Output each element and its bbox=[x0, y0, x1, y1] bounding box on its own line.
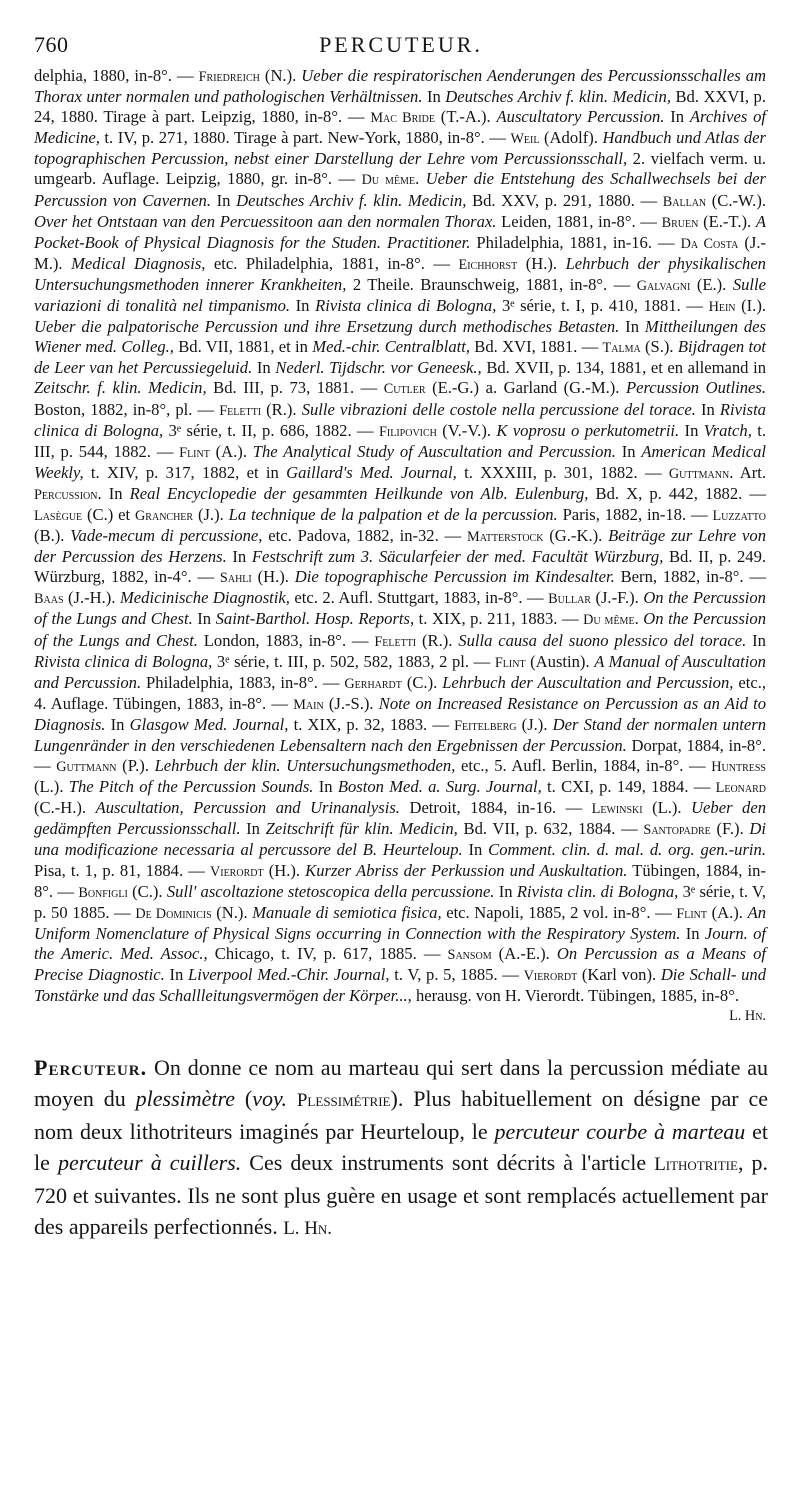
text-run: (S.). bbox=[640, 337, 678, 357]
text-run: Bd. XXV, p. 291, 1880. — bbox=[466, 190, 663, 210]
italic-title: voy. bbox=[252, 1086, 288, 1112]
text-run: (N.). bbox=[259, 66, 302, 85]
italic-title: Rivista clin. di Bologna, bbox=[516, 881, 679, 901]
author-name: Flint bbox=[676, 905, 708, 922]
bibliography-signoff-line bbox=[34, 1006, 766, 1026]
author-name: Feitelberg bbox=[454, 717, 517, 734]
text-run: etc., 4. Auflage. Tübingen, 1883, in-8°. — bbox=[34, 672, 766, 713]
text-run: . bbox=[415, 169, 426, 189]
text-run: etc., 5. Aufl. Berlin, 1884, in-8°. — bbox=[455, 756, 712, 776]
italic-title: Auscultation, Percussion and Urinanalysis. bbox=[95, 798, 400, 818]
author-name: Friedreich bbox=[198, 69, 260, 85]
text-run: Bd. X, p. 442, 1882. — bbox=[588, 483, 766, 503]
text-run: Bd. XXVI, p. 24, 1880. Tirage à part. Leipzig, 1880, in-8°. — bbox=[34, 87, 767, 127]
text-run: (E.-T.). bbox=[698, 211, 756, 231]
author-name: Lithotritie bbox=[654, 1154, 738, 1176]
italic-title: Der Stand der normalen untern Lungenränder in den verschiedenen Lebensaltern nach den Ergebnissen der Percussion. bbox=[34, 714, 766, 755]
text-run: delphia, 1880, in-8°. — bbox=[34, 66, 199, 85]
text-run: Detroit, 1884, in-16. — bbox=[399, 798, 592, 818]
italic-title: Percussion Outlines. bbox=[625, 378, 766, 398]
italic-title: Boston Med. a. Surg. Journal, bbox=[337, 777, 542, 797]
text-run: In bbox=[695, 399, 720, 419]
author-name: Gerhardt bbox=[344, 675, 402, 692]
text-run: In bbox=[240, 819, 266, 839]
author-name: Cutler bbox=[383, 381, 426, 398]
italic-title: Di una modificazione necessaria al percussore del B. Heurteloup. bbox=[34, 819, 766, 860]
author-name: Leonard bbox=[715, 780, 767, 797]
text-run: In bbox=[664, 107, 690, 127]
text-run: (C.-W.). bbox=[706, 190, 766, 210]
text-run: Chicago, t. IV, p. 617, 1885. — bbox=[207, 943, 448, 963]
text-run: In bbox=[164, 965, 188, 985]
italic-title: Journ. of the Americ. Med. Assoc., bbox=[34, 923, 767, 963]
italic-title: Nederl. Tijdschr. vor Geneesk., bbox=[275, 358, 482, 378]
text-run: (J.-H.). bbox=[63, 588, 120, 608]
text-run: 3ᵉ série, t. I, p. 410, 1881. — bbox=[496, 296, 709, 316]
author-name: Percussion bbox=[34, 486, 98, 503]
text-run: t. CXI, p. 149, 1884. — bbox=[541, 777, 716, 797]
text-run: (E.-G.) a. Garland (G.-M.). bbox=[425, 378, 626, 398]
author-name: Hein bbox=[708, 299, 736, 316]
text-run: Bd. XVI, 1881. — bbox=[470, 337, 603, 357]
text-run: London, 1883, in-8°. — bbox=[197, 630, 375, 650]
text-run: Leiden, 1881, in-8°. — bbox=[496, 211, 662, 231]
text-run: et le bbox=[34, 1119, 768, 1176]
text-run: (V.-V.). bbox=[436, 420, 497, 440]
italic-title: Handbuch und Atlas der topographischen Percussion, nebst einer Darstellung der Lehre vom Percussionsschall, bbox=[34, 128, 766, 169]
italic-title: Lehrbuch der physikalischen Untersuchungsmethoden innerer Krankheiten, bbox=[34, 253, 766, 294]
italic-title: American Medical Weekly, bbox=[34, 441, 766, 482]
text-run: (L.). bbox=[642, 798, 692, 818]
italic-title: Die Schall- und Tonstärke und das Schallleitungsvermögen der Körper... bbox=[34, 965, 767, 1006]
running-head: PERCUTEUR. bbox=[319, 32, 483, 57]
author-name: Grancher bbox=[135, 507, 194, 524]
text-run: . bbox=[634, 609, 644, 629]
text-run: (H.). bbox=[517, 253, 566, 273]
text-run: (J.-S.). bbox=[323, 693, 379, 713]
headword: Percuteur. bbox=[34, 1055, 148, 1081]
author-name: Luzzatto bbox=[712, 507, 766, 524]
text-run: Bern, 1882, in-8°. — bbox=[614, 567, 766, 587]
author-name: Flint bbox=[179, 444, 210, 461]
text-run bbox=[287, 1086, 297, 1111]
text-run: (B.). bbox=[34, 526, 71, 546]
text-run: In bbox=[679, 420, 704, 440]
italic-title: An Uniform Nomenclature of Physical Signs occurring in Connection with the Respiratory System. bbox=[34, 902, 766, 943]
author-name: Vierordt bbox=[523, 968, 578, 985]
text-run: (P.). bbox=[116, 756, 155, 776]
italic-title: Glasgow Med. Journal, bbox=[129, 714, 289, 734]
text-run: (A.). bbox=[707, 902, 748, 922]
text-run: Bd. VII, p. 632, 1884. — bbox=[457, 819, 644, 839]
text-run: ( bbox=[235, 1086, 253, 1112]
text-run: , herausg. von H. Vierordt. Tübingen, 1885, in-8°. bbox=[407, 986, 739, 1006]
page-number: 760 bbox=[34, 32, 69, 57]
italic-title: Rivista clinica di Bologna, bbox=[34, 651, 213, 671]
author-name: Filipovich bbox=[378, 423, 437, 440]
italic-title: Saint-Barthol. Hosp. Reports, bbox=[215, 609, 415, 629]
italic-title: On the Percussion of the Lungs and Chest. bbox=[34, 609, 766, 650]
author-name: Lasègue bbox=[34, 507, 83, 524]
text-run: t. IV, p. 271, 1880. Tirage à part. New-York, 1880, in-8°. — bbox=[99, 128, 511, 148]
author-name: Lewinski bbox=[591, 801, 643, 818]
author-name: Matterstock bbox=[467, 529, 544, 546]
author-name: Eichhorst bbox=[458, 256, 518, 273]
author-name: Santopadre bbox=[643, 822, 711, 839]
author-name: Guttmann bbox=[668, 465, 730, 482]
text-run: In bbox=[422, 87, 446, 107]
text-run: In bbox=[226, 547, 252, 567]
author-name: Galvagni bbox=[636, 277, 691, 294]
text-run: Pisa, t. 1, p. 81, 1884. — bbox=[34, 860, 210, 880]
italic-title: Over het Ontstaan van den Percuessitoon aan den normalen Thorax. bbox=[34, 211, 497, 231]
author-name: Baas bbox=[34, 591, 64, 608]
author-name: Du même bbox=[361, 172, 416, 189]
italic-title: A Pocket-Book of Physical Diagnosis for the Studen. Practitioner. bbox=[34, 211, 766, 252]
italic-title: Deutsches Archiv f. klin. Medicin, bbox=[445, 87, 671, 107]
italic-title: K voprosu o perkutometrii. bbox=[496, 420, 680, 440]
italic-title: Vade-mecum di percussione, bbox=[70, 526, 263, 546]
italic-title: Medical Diagnosis, bbox=[71, 253, 206, 273]
author-name: Da Costa bbox=[680, 235, 739, 252]
text-run: (J.). bbox=[516, 714, 553, 734]
author-name: Flint bbox=[494, 654, 526, 671]
text-run: 3ᵉ série, t. II, p. 686, 1882. — bbox=[163, 420, 379, 440]
italic-title: Rivista clinica di Bologna, bbox=[34, 399, 766, 440]
italic-title: Rivista clinica di Bologna, bbox=[315, 296, 497, 316]
text-run: (J.-M.). bbox=[34, 232, 766, 273]
italic-title: Vratch, bbox=[703, 420, 752, 440]
italic-title: Ueber den gedämpften Percussionsschall. bbox=[34, 798, 766, 839]
italic-title: Ueber die palpatorische Percussion und ihre Ersetzung durch methodisches Betasten. bbox=[34, 317, 620, 337]
text-run: . In bbox=[97, 483, 130, 503]
text-run: (T.-A.). bbox=[434, 107, 497, 127]
text-run: Bd. XVII, p. 134, 1881, et en allemand in bbox=[481, 358, 766, 378]
text-run: In bbox=[290, 296, 316, 316]
author-name: Main bbox=[293, 696, 324, 713]
text-run: t. XXXIII, p. 301, 1882. — bbox=[456, 462, 669, 482]
text-run: t. XIV, p. 317, 1882, et in bbox=[83, 462, 287, 482]
text-run: (J.). bbox=[193, 504, 229, 524]
text-run: (Austin). bbox=[525, 651, 595, 671]
text-run: In bbox=[462, 840, 489, 860]
text-run: t. XIX, p. 211, 1883. — bbox=[414, 609, 584, 629]
italic-title: Lehrbuch der klin. Untersuchungsmethoden, bbox=[154, 756, 456, 776]
text-run: Bd. II, p. 249. Würzburg, 1882, in-4°. — bbox=[34, 547, 767, 587]
text-run: 2. vielfach verm. u. umgearb. Auflage. Leipzig, 1880, gr. in-8°. — bbox=[34, 149, 766, 189]
italic-title: Manuale di semiotica fisica, bbox=[252, 902, 442, 922]
author-name: Bruen bbox=[661, 214, 699, 231]
italic-title: Zeitschr. f. klin. Medicin, bbox=[34, 378, 207, 398]
author-name: De Dominicis bbox=[135, 905, 212, 922]
italic-title: A Manual of Auscultation and Percussion. bbox=[34, 651, 766, 692]
italic-title: La technique de la palpation et de la percussion. bbox=[228, 504, 558, 524]
italic-title: The Analytical Study of Auscultation and Percussion. bbox=[252, 441, 616, 461]
italic-title: Medicinische Diagnostik, bbox=[119, 588, 290, 608]
bibliography-paragraph bbox=[30, 66, 772, 1026]
italic-title: plessimètre bbox=[135, 1086, 236, 1112]
text-run: (A.-E.). bbox=[491, 943, 557, 963]
text-run: , p. 720 et suivantes. Ils ne sont plus guère en usage et sont remplacés actuellement par des appareils perfectionnés. bbox=[34, 1150, 769, 1240]
italic-title: percuteur courbe à marteau bbox=[494, 1119, 746, 1145]
text-run: Boston, 1882, in-8°, pl. — bbox=[34, 399, 220, 419]
text-run: (F.). bbox=[710, 819, 750, 839]
italic-title: Auscultatory Percussion. bbox=[496, 107, 665, 127]
text-run: (L.). bbox=[34, 777, 69, 797]
author-name: Ballan bbox=[662, 193, 707, 210]
text-run: Bd. VII, 1881, et in bbox=[173, 337, 313, 357]
text-run: Bd. III, p. 73, 1881. — bbox=[206, 378, 384, 398]
author-name: Plessimétrie bbox=[296, 1090, 391, 1112]
text-run: etc. Philadelphia, 1881, in-8°. — bbox=[205, 253, 459, 273]
text-run: In bbox=[105, 714, 130, 734]
text-run: (J.-F.). bbox=[590, 588, 644, 608]
text-run: In bbox=[494, 881, 517, 901]
text-run: In bbox=[619, 317, 645, 337]
text-run: ). Plus habituellement on désigne par ce nom deux lithotriteurs imaginés par Heurteloup, le bbox=[34, 1086, 769, 1145]
text-run: In bbox=[192, 609, 216, 629]
text-run: Philadelphia, 1883, in-8°. — bbox=[141, 672, 345, 692]
text-run: 3ᵉ série, t. III, p. 502, 582, 1883, 2 pl. — bbox=[212, 651, 495, 671]
text-run: 2 Theile. Braunschweig, 1881, in-8°. — bbox=[346, 274, 637, 294]
italic-title: Mittheilungen des Wiener med. Colleg., bbox=[34, 317, 767, 357]
author-name: Talma bbox=[602, 340, 641, 357]
italic-title: Sulla causa del suono plessico del torace. bbox=[458, 630, 747, 650]
author-name: Mac Bride bbox=[370, 110, 435, 127]
text-run: In bbox=[252, 358, 276, 378]
text-run: Ces deux instruments sont décrits à l'article bbox=[241, 1150, 655, 1176]
text-run: t. XIX, p. 32, 1883. — bbox=[288, 714, 455, 734]
author-name: Du même bbox=[583, 612, 635, 629]
italic-title: Archives of Medicine, bbox=[34, 107, 766, 148]
author-name: Sansom bbox=[447, 946, 492, 963]
italic-title: Ueber die respiratorischen Aenderungen des Percussionsschalles am Thorax unter normalen und pathologischen Verhältnissen. bbox=[34, 66, 766, 107]
bibliography-text bbox=[34, 66, 766, 1005]
italic-title: Gaillard's Med. Journal, bbox=[286, 462, 457, 482]
text-run: (Adolf). bbox=[539, 128, 603, 148]
bibliography-signoff: L. Hn. bbox=[729, 1008, 766, 1025]
author-name: Feletti bbox=[219, 402, 262, 419]
author-name: Bullar bbox=[548, 591, 591, 608]
text-run: 3ᵉ série, t. V, p. 50 1885. — bbox=[34, 881, 766, 922]
article-percuteur bbox=[30, 1052, 772, 1244]
text-run: (R.). bbox=[261, 399, 302, 419]
text-run: (I.). bbox=[735, 296, 766, 316]
italic-title: Med.-chir. Centralblatt, bbox=[312, 337, 471, 357]
text-run: (N.). bbox=[211, 902, 253, 922]
text-run: In bbox=[680, 923, 705, 943]
italic-title: Festschrift zum 3. Säcularfeier der med. Facultät Würzburg, bbox=[251, 547, 664, 567]
text-run: . Art. bbox=[729, 462, 767, 482]
text-run: etc. 2. Aufl. Stuttgart, 1883, in-8°. — bbox=[289, 588, 549, 608]
text-run: (E.). bbox=[690, 274, 733, 294]
text-run: (G.-K.). bbox=[543, 526, 609, 546]
author-name: Feletti bbox=[374, 633, 417, 650]
text-run: t. V, p. 5, 1885. — bbox=[389, 965, 524, 985]
text-run: (H.). bbox=[251, 567, 295, 587]
text-run: In bbox=[313, 777, 338, 797]
text-run: (Karl von). bbox=[577, 965, 661, 985]
italic-title: Lehrbuch der Auscultation and Percussion, bbox=[442, 672, 734, 692]
text-run: Paris, 1882, in-18. — bbox=[557, 504, 713, 524]
italic-title: Sulle variazioni di tonalità nel timpanismo. bbox=[34, 274, 766, 316]
document-page bbox=[30, 0, 772, 1502]
italic-title: Ueber die Entstehung des Schallwechsels bei der Percussion von Cavernen. bbox=[34, 169, 767, 210]
text-run: (C.). bbox=[401, 672, 443, 692]
italic-title: Note on Increased Resistance on Percussion as an Aid to Diagnosis. bbox=[34, 693, 766, 734]
text-run: etc. Napoli, 1885, 2 vol. in-8°. — bbox=[441, 902, 677, 922]
italic-title: The Pitch of the Percussion Sounds. bbox=[68, 777, 314, 797]
text-run: (C.-H.). bbox=[34, 798, 96, 818]
text-run: (H.). bbox=[263, 860, 306, 880]
italic-title: Deutsches Archiv f. klin. Medicin, bbox=[236, 190, 467, 210]
text-run: etc. Padova, 1882, in-32. — bbox=[262, 526, 468, 546]
text-run: Dorpat, 1884, in-8°. — bbox=[34, 736, 767, 776]
text-run: (R.). bbox=[416, 630, 459, 650]
italic-title: Zeitschrift für klin. Medicin, bbox=[265, 819, 458, 839]
text-run: On donne ce nom au marteau qui sert dans la percussion médiate au moyen du bbox=[34, 1055, 768, 1112]
text-run: In bbox=[746, 630, 766, 650]
italic-title: On Percussion as a Means of Precise Diagnostic. bbox=[34, 943, 766, 985]
text-run: Philadelphia, 1881, in-16. — bbox=[470, 232, 681, 252]
italic-title: Sulle vibrazioni delle costole nella percussione del torace. bbox=[301, 399, 696, 419]
page-header bbox=[30, 0, 772, 66]
italic-title: Bijdragen tot de Leer van het Percussiegeluid. bbox=[34, 337, 767, 378]
author-name: Sahli bbox=[219, 570, 252, 587]
author-name: Weil bbox=[510, 131, 540, 148]
author-name: Bonfigli bbox=[78, 884, 128, 901]
text-run: Tübingen, 1884, in-8°. — bbox=[34, 860, 766, 901]
italic-title: Kurzer Abriss der Perkussion und Auskultation. bbox=[305, 860, 628, 880]
text-run: In bbox=[211, 190, 237, 210]
italic-title: Beiträge zur Lehre von der Percussion des Herzens. bbox=[34, 526, 767, 567]
text-run: (C.) et bbox=[82, 504, 135, 524]
italic-title: Comment. clin. d. mal. d. org. gen.-urin. bbox=[488, 840, 766, 860]
text-run: (C.). bbox=[127, 881, 167, 901]
text-run: t. III, p. 544, 1882. — bbox=[34, 420, 766, 461]
italic-title: percuteur à cuillers. bbox=[57, 1150, 242, 1176]
italic-title: Die topographische Percussion im Kindesalter. bbox=[294, 567, 615, 587]
author-name: Guttmann bbox=[56, 759, 117, 776]
author-name: L. Hn. bbox=[283, 1218, 333, 1240]
italic-title: Liverpool Med.-Chir. Journal, bbox=[187, 965, 390, 985]
italic-title: Real Encyclopedie der gesammten Heilkunde von Alb. Eulenburg, bbox=[129, 483, 589, 503]
italic-title: On the Percussion of the Lungs and Chest. bbox=[34, 588, 766, 629]
italic-title: Sull' ascoltazione stetoscopica della percussione. bbox=[166, 881, 495, 901]
author-name: Vierordt bbox=[209, 863, 264, 880]
author-name: Huntress bbox=[711, 759, 766, 776]
text-run: In bbox=[615, 441, 642, 461]
text-run: (A.). bbox=[209, 441, 253, 461]
